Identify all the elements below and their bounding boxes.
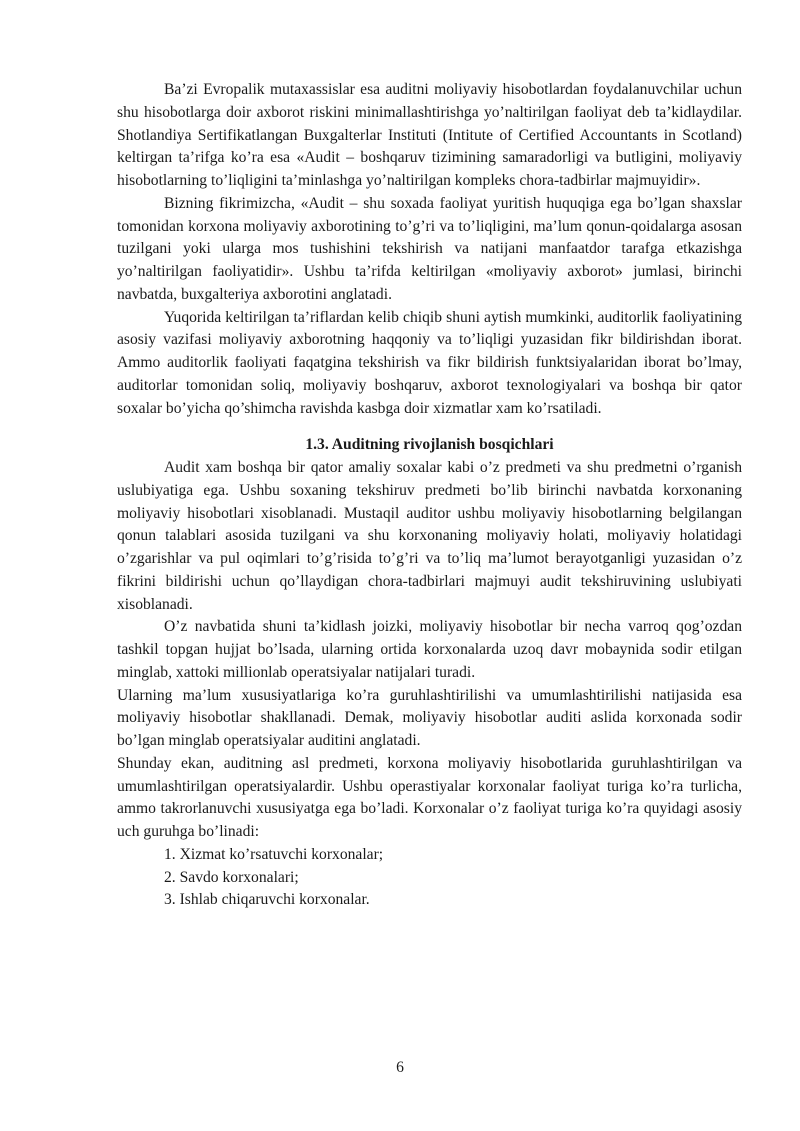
section-heading: 1.3. Auditning rivojlanish bosqichlari bbox=[305, 436, 554, 454]
paragraph-audit-tasks: Yuqorida keltirilgan ta’riflardan kelib chiqib shuni aytish mumkinki, auditorlik faoliyatining asosiy vazifasi moliyaviy axborotning haqqoniy va to’liqligi yuzasidan fikr bildirishdan iborat. Ammo auditorlik faoliyati faqatgina tekshirish va fikr bildirish funktsiyalaridan iborat bo’lmay, auditorlar tomonidan soliq, moliyaviy boshqaruv, axborot texnologiyalari va boshqa bir qator soxalar bo’yicha qo’shimcha ravishda kasbga doir xizmatlar xam ko’rsatiladi. bbox=[117, 308, 742, 417]
paragraph-european-definition: Ba’zi Evropalik mutaxassislar esa auditni moliyaviy hisobotlardan foydalanuvchilar uchun shu hisobotlarga doir axborot riskini minimallashtirishga yo’naltirilgan faoliyat deb ta’kidlaydilar. Shotlandiya Sertifikatlangan Buxgalterlar Instituti (Intitute of Certified Accountants in Scotland) keltirgan ta’rifga ko’ra esa «Audit – boshqaruv tizimining samaradorligi va butligini, moliyaviy hisobotlarning to’liqligini ta’minlashga yo’naltirilgan kompleks chora-tadbirlar majmuyidir». bbox=[117, 81, 742, 189]
paragraph-enterprise-types: Shunday ekan, auditning asl predmeti, korxona moliyaviy hisobotlarida guruhlashtirilgan va umumlashtirilgan operatsiyalardir. Ushbu operastiyalar korxonalar faoliyat turiga ko’ra turlicha, ammo takrorlanuvchi xususiyatga ega bo’ladi. Korxonalar o’z faoliyat turiga ko’ra quyidagi asosiy uch guruhga bo’linadi: bbox=[117, 754, 742, 840]
list-item: 2. Savdo korxonalari; bbox=[164, 868, 299, 886]
list-item: 3. Ishlab chiqaruvchi korxonalar. bbox=[164, 891, 370, 909]
enterprise-type-list bbox=[117, 844, 742, 912]
list-item: 1. Xizmat ko’rsatuvchi korxonalar; bbox=[164, 845, 384, 863]
page-number: 6 bbox=[396, 1059, 404, 1076]
paragraph-author-definition: Bizning fikrimizcha, «Audit – shu soxada faoliyat yuritish huquqiga ega bo’lgan shaxslar tomonidan korxona moliyaviy axborotining to’g’ri va to’liqligini, ma’lum qonun-qoidalarga asosan tuzilgani yoki ularga mos tushishini tekshirish va natijani manfaatdor tarafga etkazishga yo’naltirilgan faoliyatidir». Ushbu ta’rifda keltirilgan «moliyaviy axborot» jumlasi, birinchi navbatda, buxgalteriya axborotini anglatadi. bbox=[117, 194, 742, 303]
paragraph-grouping: Ularning ma’lum xususiyatlariga ko’ra guruhlashtirilishi va umumlashtirilishi natijasida esa moliyaviy hisobotlar shakllanadi. Demak, moliyaviy hisobotlar auditi aslida korxonada sodir bo’lgan minglab operatsiyalar auditini anglatadi. bbox=[117, 686, 742, 749]
paragraph-financial-reports: O’z navbatida shuni ta’kidlash joizki, moliyaviy hisobotlar bir necha varroq qog’ozdan tashkil topgan hujjat bo’lsada, ularning ortida korxonalarda uzoq davr mobaynida sodir etilgan minglab, xattoki millionlab operatsiyalar natijalari turadi. bbox=[117, 618, 742, 681]
paragraph-audit-subject: Audit xam boshqa bir qator amaliy soxalar kabi o’z predmeti va shu predmetni o’rganish uslubiyatiga ega. Ushbu soxaning tekshiruv predmeti bo’lib birinchi navbatda korxonaning moliyaviy hisobotlari xisoblanadi. Mustaqil auditor ushbu moliyaviy hisobotlarning belgilangan qonun talablari asosida tuzilgani va shu korxonaning moliyaviy holati, moliyaviy holatidagi o’zgarishlar va pul oqimlari to’g’risida to’g’ri va to’liq ma’lumot berayotganligi yuzasidan o’z fikrini bildirishi uchun qo’llaydigan chora-tadbirlari majmuyi audit tekshiruvining uslubiyati xisoblanadi. bbox=[117, 459, 742, 613]
